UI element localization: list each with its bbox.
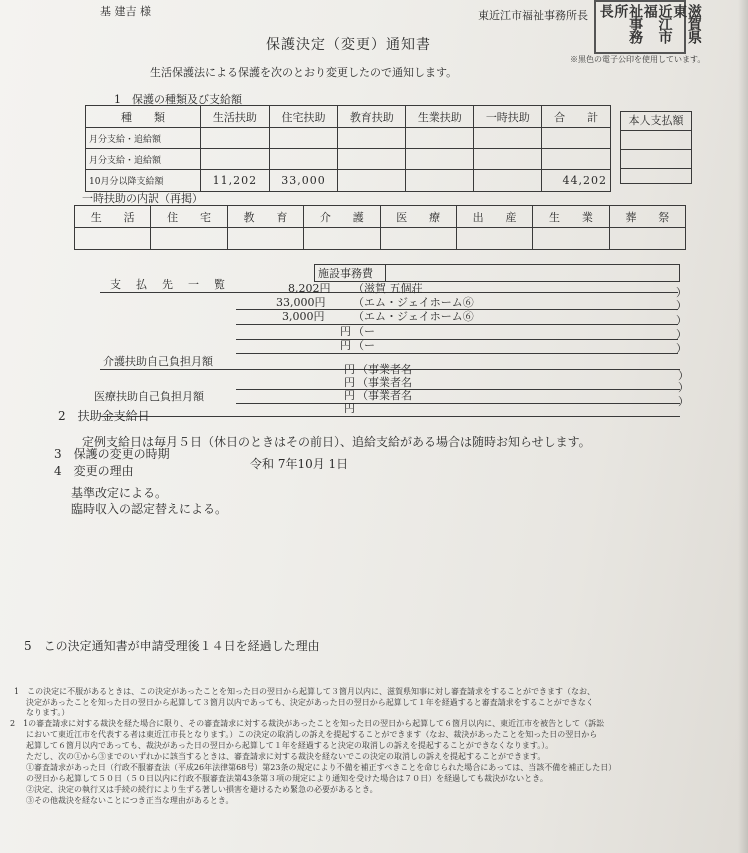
cell <box>380 228 456 250</box>
rule <box>236 339 678 340</box>
cell <box>456 228 532 250</box>
seal-text-2: 近江市福 <box>641 4 673 43</box>
cell <box>338 149 406 170</box>
section3-heading: 3 保護の変更の時期 <box>54 447 170 461</box>
cell-total-value: 44,202 <box>542 170 611 192</box>
reason-2: 臨時収入の認定替えによる。 <box>71 502 228 516</box>
care-close: ） <box>678 369 689 382</box>
personal-payment-cell <box>621 150 691 169</box>
rule <box>100 416 680 417</box>
section5-heading: 5 この決定通知書が申請受理後１４日を経過した理由 <box>24 639 320 653</box>
temp-col: 医 療 <box>380 206 456 228</box>
temp-col: 教 育 <box>227 206 303 228</box>
section2-heading: 2 扶助金支給日 <box>58 409 150 423</box>
seal-text-4: 長 <box>597 4 614 17</box>
office-name: 東近江市福祉事務所長 <box>478 9 588 22</box>
temp-col: 葬 祭 <box>609 206 685 228</box>
payee-close: ） <box>676 314 687 327</box>
seal-text-1: 滋賀県東 <box>671 4 702 43</box>
cell <box>474 128 542 149</box>
col-temporary: 一時扶助 <box>474 106 542 128</box>
cell <box>338 128 406 149</box>
personal-payment-label: 本人支払額 <box>621 112 691 131</box>
cell <box>201 128 270 149</box>
care-label: 介護扶助自己負担月額 <box>103 355 213 368</box>
cell <box>269 149 338 170</box>
medical-amount: 円 <box>344 389 355 402</box>
note-line: 1 この決定に不服があるときは、この決定があったことを知った日の翌日から起算して３箇月以内に、滋賀県知事に対し審査請求をすることができます（なお、 <box>14 687 596 696</box>
facility-value <box>386 265 680 282</box>
row-label: 月分支給・追給額 <box>86 149 201 170</box>
note-line: ①審査請求があった日（行政不服審査法（平成26年法律第68号）第23条の規定により不備を補正すべきことを命じられた場合にあっては、当該不備を補正した日） <box>26 763 617 772</box>
cell <box>151 228 227 250</box>
care-amount: 円 <box>344 363 355 376</box>
rule <box>236 324 678 325</box>
col-total: 合 計 <box>542 106 611 128</box>
care-provider: （事業者名 <box>357 376 412 389</box>
cell <box>201 149 270 170</box>
col-living: 生活扶助 <box>201 106 270 128</box>
payee-close: ） <box>676 328 687 341</box>
rule <box>236 403 680 404</box>
intro-text: 生活保護法による保護を次のとおり変更したので通知します。 <box>150 66 458 79</box>
facility-label: 施設事務費 <box>315 265 386 282</box>
reason-1: 基準改定による。 <box>71 486 168 500</box>
cell <box>75 228 151 250</box>
note-line: 2 1の審査請求に対する裁決を経た場合に限り、その審査請求に対する裁決があったことを知った日の翌日から起算して６箇月以内に、東近江市を被告として（訴訟 <box>10 719 605 728</box>
payee-name: （エム・ジェイホーム⑥ <box>353 296 474 309</box>
payee-heading: 支 払 先 一 覧 <box>110 278 227 291</box>
row-label: 10月分以降支給額 <box>86 170 201 192</box>
temp-col: 出 産 <box>456 206 532 228</box>
payee-close: ） <box>676 286 687 299</box>
col-type: 種 類 <box>86 106 201 128</box>
note-line: ③その他裁決を経ないことにつき正当な理由があるとき。 <box>26 796 234 805</box>
note-line: において東近江市を代表する者は東近江市長となります。）この決定の取消しの訴えを提起することができます（なお、裁決があったことを知った日の翌日から <box>26 730 598 739</box>
cell <box>406 149 474 170</box>
note-line: ②決定、決定の執行又は手続の続行により生ずる著しい損害を避けるため緊急の必要があるとき。 <box>26 785 378 794</box>
cell-living-value: 11,202 <box>201 170 270 192</box>
page-shadow <box>738 0 748 853</box>
facility-box <box>314 264 680 282</box>
seal-text-3: 祉事務所 <box>612 4 644 43</box>
table-row <box>86 149 611 170</box>
cell <box>542 149 611 170</box>
payee-amount: 円 <box>340 325 351 338</box>
section2-text: 定例支給日は毎月５日（休日のときはその前日）、追給支給がある場合は随時お知らせします。 <box>82 435 591 449</box>
cell <box>406 128 474 149</box>
row-label: 月分支給・追給額 <box>86 128 201 149</box>
col-housing: 住宅扶助 <box>269 106 338 128</box>
cell <box>542 128 611 149</box>
medical-label: 医療扶助自己負担月額 <box>94 390 204 403</box>
cell <box>474 170 542 192</box>
official-seal <box>594 0 702 54</box>
medical-close: ） <box>678 395 689 408</box>
payee-amount: 8,202円 <box>288 282 331 295</box>
table-row <box>86 128 611 149</box>
col-education: 教育扶助 <box>338 106 406 128</box>
payee-amount: 3,000円 <box>282 310 325 323</box>
page-title: 保護決定（変更）通知書 <box>266 37 431 53</box>
medical-amount: 円 <box>344 402 355 415</box>
cell <box>269 128 338 149</box>
note-line: 決定があったことを知った日の翌日から起算して３箇月以内であっても、決定があった日の翌日から起算して１年を経過すると審査請求をすることができなく <box>26 698 594 707</box>
payee-close: ） <box>676 299 687 312</box>
payee-name: （ー <box>353 339 375 352</box>
section4-heading: 4 変更の理由 <box>54 464 134 478</box>
rule <box>236 389 680 390</box>
temp-col: 生 活 <box>75 206 151 228</box>
change-date: 令和 7年10月 1日 <box>250 457 349 471</box>
temporary-table <box>74 205 686 250</box>
col-occupation: 生業扶助 <box>406 106 474 128</box>
cell <box>609 228 685 250</box>
temp-col: 介 護 <box>304 206 380 228</box>
cell <box>227 228 303 250</box>
medical-provider: （事業者名 <box>357 389 412 402</box>
note-line: なります。） <box>26 708 70 717</box>
care-close: ） <box>678 381 689 394</box>
cell <box>338 170 406 192</box>
payee-amount: 33,000円 <box>276 296 326 309</box>
payee-name: （エム・ジェイホーム⑥ <box>353 310 474 323</box>
payee-name: （滋賀 五個荘 <box>353 282 423 295</box>
rule <box>236 353 678 354</box>
note-line: の翌日から起算して５０日（５０日以内に行政不服審査法第43条第３項の規定により通知を受けた場合は７０日）を経過しても裁決がないとき。 <box>26 774 548 783</box>
temp-col: 住 宅 <box>151 206 227 228</box>
personal-payment-cell <box>621 131 691 150</box>
section1-heading: 1 保護の種類及び支給額 <box>114 93 242 106</box>
temporary-heading: 一時扶助の内訳（再掲） <box>82 192 203 205</box>
temp-col: 生 業 <box>533 206 609 228</box>
payee-name: （ー <box>353 325 375 338</box>
note-line: 起算して６箇月以内であっても、裁決があった日の翌日から起算して１年を経過すると決定の取消しの訴えを提起することができなくなります。）。 <box>26 741 554 750</box>
cell <box>533 228 609 250</box>
stamp-note: ※黒色の電子公印を使用しています。 <box>570 55 706 64</box>
table-row <box>86 170 611 192</box>
payee-close: ） <box>676 342 687 355</box>
cell-housing-value: 33,000 <box>269 170 338 192</box>
addressee: 基 建吉 様 <box>100 5 151 18</box>
personal-payment-box <box>620 111 692 184</box>
cell <box>474 149 542 170</box>
care-provider: （事業者名 <box>357 363 412 376</box>
benefit-table <box>85 105 611 192</box>
cell <box>406 170 474 192</box>
care-amount: 円 <box>344 376 355 389</box>
note-line: ただし、次の①から③までのいずれかに該当するときは、審査請求に対する裁決を経ないでこの決定の取消しの訴えを提起することができます。 <box>26 752 546 761</box>
payee-amount: 円 <box>340 339 351 352</box>
cell <box>304 228 380 250</box>
